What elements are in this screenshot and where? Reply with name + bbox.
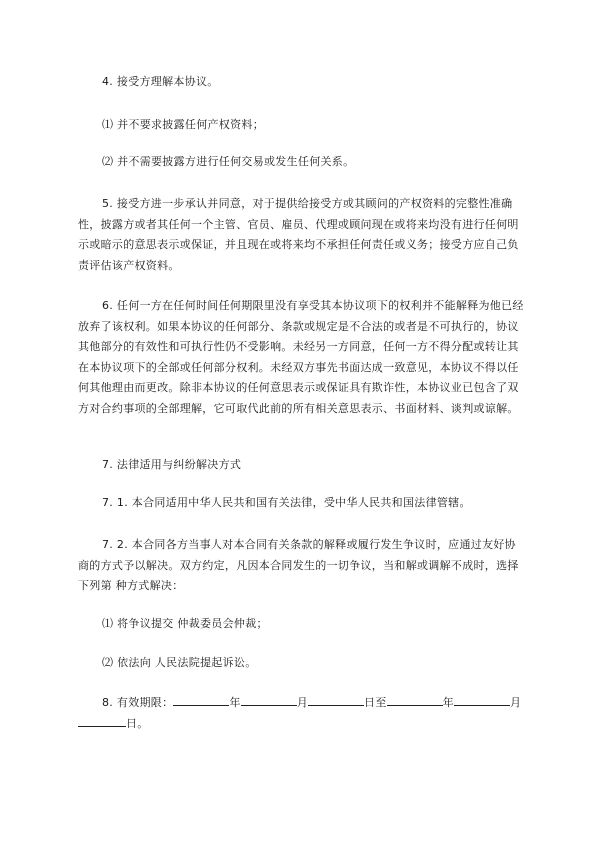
- start-month-unit: 月: [296, 696, 309, 709]
- start-year-blank[interactable]: [173, 693, 229, 706]
- clause-7-heading: 7. 法律适用与纠纷解决方式: [102, 458, 242, 471]
- end-day-unit: 日。: [126, 716, 149, 730]
- clause-5: 5. 接受方进一步承认并同意，对于提供给接受方或其顾问的产权资料的完整性准确性，披露方或者其任何一个主管、官员、雇员、代理或顾问现在或将来均没有进行任何明示或暗示的意思表示或保证，并且现在或将来均不承担任何责任或义务；接受方应自己负责评估该产权资料。: [78, 197, 519, 272]
- clause-7-2-option-2: ⑵ 依法向 人民法院提起诉讼。: [102, 656, 257, 669]
- end-year-unit: 年: [442, 696, 454, 709]
- clause-7-2-option-1: ⑴ 将争议提交 仲裁委员会仲裁；: [102, 617, 268, 630]
- start-day-blank[interactable]: [308, 693, 364, 706]
- clause-4-item-2: ⑵ 并不需要披露方进行任何交易或发生任何关系。: [102, 155, 355, 168]
- start-month-blank[interactable]: [241, 693, 297, 706]
- end-month-blank[interactable]: [454, 693, 510, 706]
- clause-8-validity: [78, 693, 525, 734]
- clause-7-2: 7. 2. 本合同各方当事人对本合同有关条款的解释或履行发生争议时，应通过友好协商的方式予以解决。双方约定，凡因本合同发生的一切争议，当和解或调解不成时，选择下列第 种方式解决：: [78, 538, 519, 592]
- start-year-unit: 年: [229, 696, 241, 709]
- start-day-unit: 日至: [364, 696, 387, 709]
- end-day-blank[interactable]: [78, 714, 126, 727]
- clause-7-1: 7. 1. 本合同适用中华人民共和国有关法律，受中华人民共和国法律管辖。: [102, 496, 471, 509]
- clause-4: 4. 接受方理解本协议。: [102, 75, 219, 88]
- clause-4-item-1: ⑴ 并不要求披露任何产权资料；: [102, 118, 264, 131]
- validity-label: 8. 有效期限：: [102, 696, 174, 709]
- end-month-unit: 月: [509, 696, 522, 709]
- end-year-blank[interactable]: [387, 693, 443, 706]
- clause-6: 6. 任何一方在任何时间任何期限里没有享受其本协议项下的权利并不能解释为他已经放弃了该权利。如果本协议的任何部分、条款或规定是不合法的或者是不可执行的，协议其他部分的有效性和可执行性仍不受影响。未经另一方同意，任何一方不得分配或转让其在本协议项下的全部或任何部分权利。未经双方事先书面达成一致意见，本协议不得以任何其他理由而更改。除非本协议的任何意思表示或保证具有欺诈性，本协议业已包含了双方对合约事项的全部理解，它可取代此前的所有相关意思表示、书面材料、谈判或谅解。: [78, 299, 524, 415]
